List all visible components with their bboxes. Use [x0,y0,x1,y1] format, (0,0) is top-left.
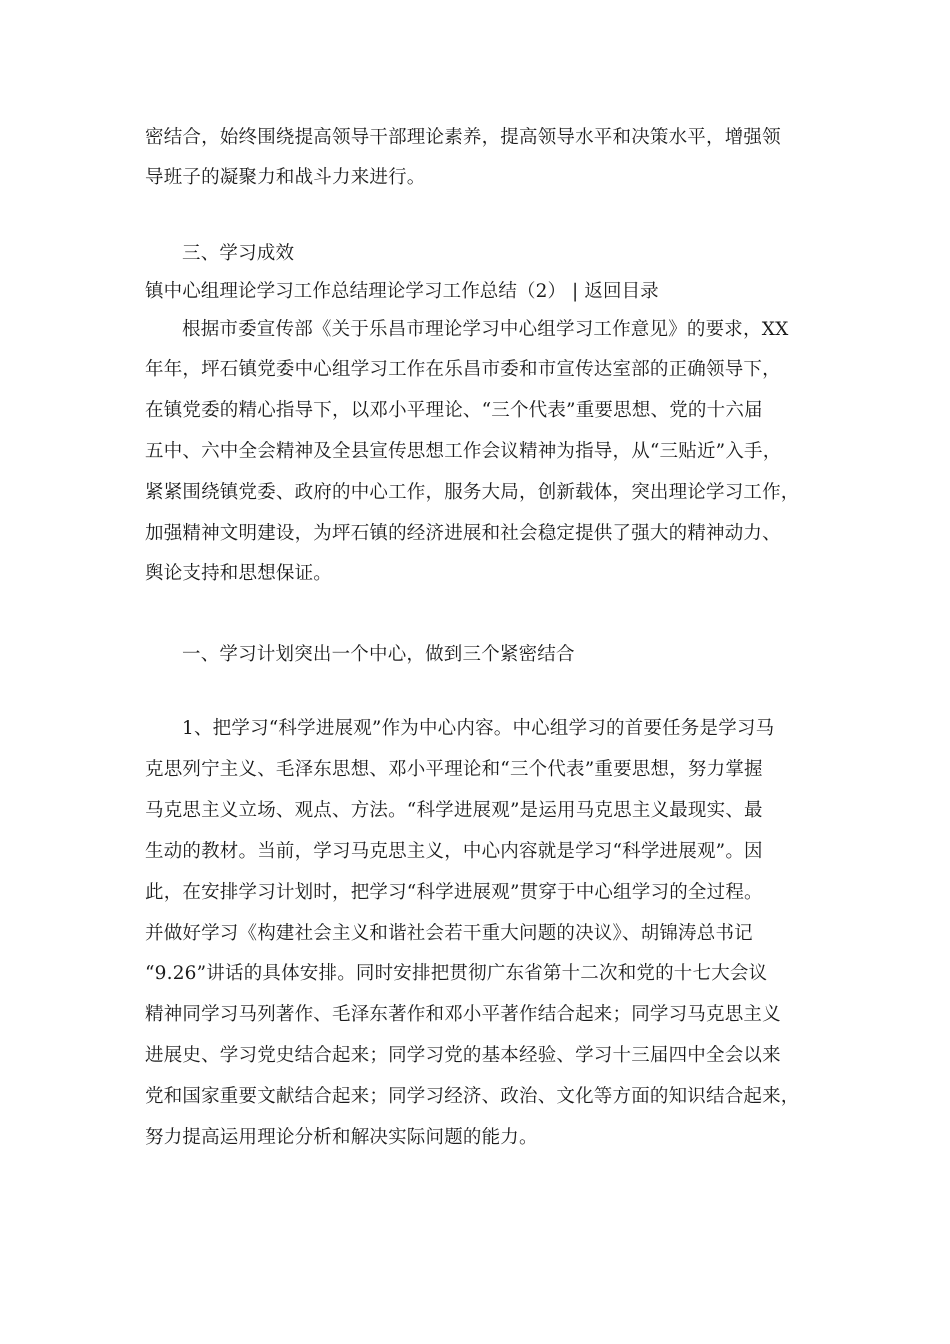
paragraph-1-line-3: 在镇党委的精心指导下，以邓小平理论、“三个代表”重要思想、党的十六届 [145,400,763,421]
section-three-heading: 三、学习成效 [182,243,295,264]
paragraph-1-line-1: 根据市委宣传部《关于乐昌市理论学习中心组学习工作意见》的要求，XX [182,319,789,340]
paragraph-2-line-8: 精神同学习马列著作、毛泽东著作和邓小平著作结合起来；同学习马克思主义 [145,1004,781,1025]
paragraph-1-line-6: 加强精神文明建设，为坪石镇的经济进展和社会稳定提供了强大的精神动力、 [145,523,781,544]
paragraph-1-line-4: 五中、六中全会精神及全县宣传思想工作会议精神为指导，从“三贴近”入手， [145,441,782,462]
paragraph-2-line-2: 克思列宁主义、毛泽东思想、邓小平理论和“三个代表”重要思想，努力掌握 [145,759,763,780]
paragraph-2-line-4: 生动的教材。当前，学习马克思主义，中心内容就是学习“科学进展观”。因 [145,841,763,862]
paragraph-2-line-6: 并做好学习《构建社会主义和谐社会若干重大问题的决议》、胡锦涛总书记 [145,923,753,944]
paragraph-2-line-1: 1、把学习“科学进展观”作为中心内容。中心组学习的首要任务是学习马 [182,718,775,739]
article-heading-return-link[interactable]: 镇中心组理论学习工作总结理论学习工作总结（2） | 返回目录 [145,281,659,302]
paragraph-2-line-9: 进展史、学习党史结合起来；同学习党的基本经验、学习十三届四中全会以来 [145,1045,781,1066]
paragraph-1-line-2: 年年，坪石镇党委中心组学习工作在乐昌市委和市宣传达室部的正确领导下， [145,359,781,380]
paragraph-2-line-10: 党和国家重要文献结合起来；同学习经济、政治、文化等方面的知识结合起来， [145,1086,800,1107]
paragraph-2-line-7: “9.26”讲话的具体安排。同时安排把贯彻广东省第十二次和党的十七大会议 [145,963,768,984]
intro-line-2: 导班子的凝聚力和战斗力来进行。 [145,167,426,188]
paragraph-2-line-3: 马克思主义立场、观点、方法。“科学进展观”是运用马克思主义最现实、最 [145,800,763,821]
paragraph-2-line-5: 此，在安排学习计划时，把学习“科学进展观”贯穿于中心组学习的全过程。 [145,882,763,903]
paragraph-2-line-11: 努力提高运用理论分析和解决实际问题的能力。 [145,1127,538,1148]
paragraph-1-line-5: 紧紧围绕镇党委、政府的中心工作，服务大局，创新载体，突出理论学习工作， [145,482,800,503]
section-one-heading: 一、学习计划突出一个中心，做到三个紧密结合 [182,644,575,665]
paragraph-1-line-7: 舆论支持和思想保证。 [145,563,333,584]
intro-line-1: 密结合，始终围绕提高领导干部理论素养，提高领导水平和决策水平，增强领 [145,127,781,148]
